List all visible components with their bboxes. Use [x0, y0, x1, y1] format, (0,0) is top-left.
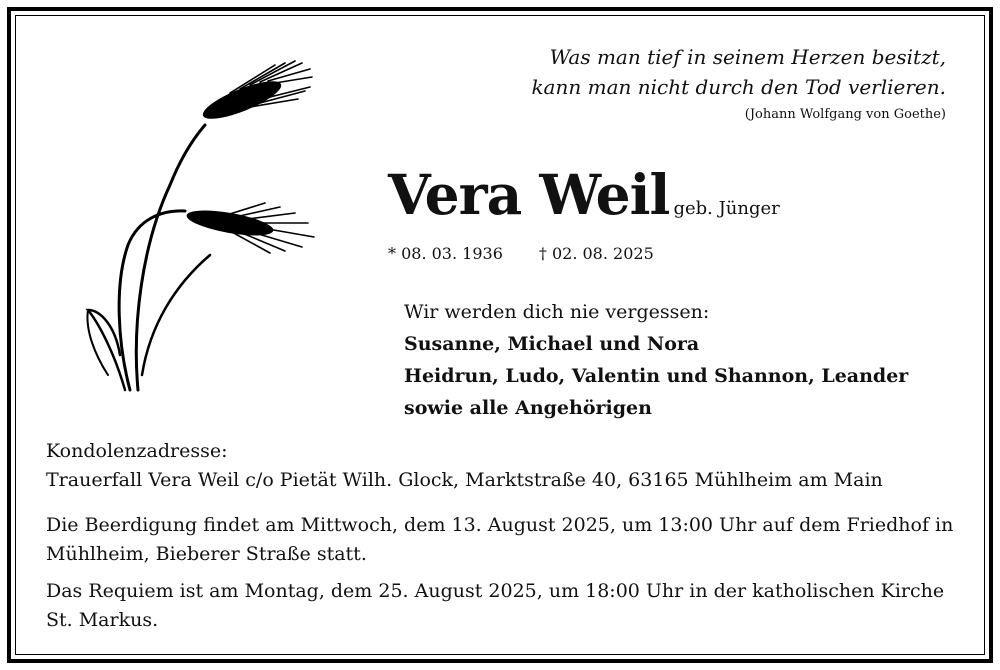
birth-date: * 08. 03. 1936	[388, 244, 503, 263]
condolence-label: Kondolenzadresse:	[46, 440, 228, 462]
maiden-name: geb. Jünger	[673, 198, 780, 219]
wheat-ears-icon	[80, 55, 320, 400]
life-dates	[388, 244, 654, 263]
goethe-quote	[531, 42, 946, 126]
deceased-name-row	[388, 162, 780, 227]
deceased-name: Vera Weil	[388, 162, 670, 227]
condolence-address	[46, 437, 956, 495]
mourners-block	[404, 296, 908, 424]
mourners-line: Susanne, Michael und Nora	[404, 333, 700, 355]
mourners-line: sowie alle Angehörigen	[404, 397, 652, 419]
mourners-line: Heidrun, Ludo, Valentin und Shannon, Leander	[404, 365, 909, 387]
funeral-notice: Die Beerdigung findet am Mittwoch, dem 13. August 2025, um 13:00 Uhr auf dem Friedhof in Mühlheim, Bieberer Straße statt.	[46, 514, 954, 565]
requiem-notice: Das Requiem ist am Montag, dem 25. August 2025, um 18:00 Uhr in der katholischen Kirche St. Markus.	[46, 580, 945, 631]
condolence-address-text: Trauerfall Vera Weil c/o Pietät Wilh. Glock, Marktstraße 40, 63165 Mühlheim am Main	[46, 469, 883, 491]
mourners-intro: Wir werden dich nie vergessen:	[404, 301, 710, 323]
quote-line-2: kann man nicht durch den Tod verlieren.	[531, 75, 946, 99]
quote-line-1: Was man tief in seinem Herzen besitzt,	[549, 45, 946, 69]
quote-author: (Johann Wolfgang von Goethe)	[744, 107, 946, 122]
death-date: † 02. 08. 2025	[538, 244, 654, 263]
